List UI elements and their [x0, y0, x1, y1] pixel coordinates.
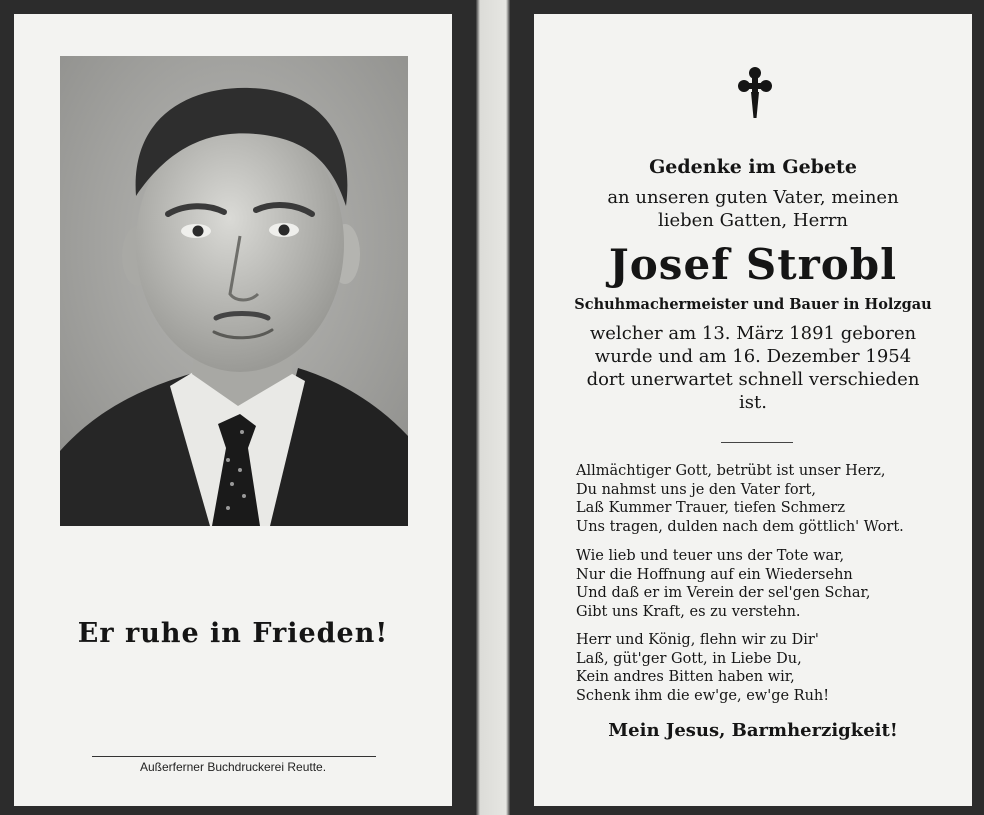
- poem-line: Und daß er im Verein der sel'gen Schar,: [576, 585, 871, 601]
- poem-stanza-1: [576, 462, 952, 536]
- bio-line: welcher am 13. März 1891 geboren: [589, 323, 917, 344]
- printer-divider: [92, 756, 376, 757]
- poem-line: Laß, güt'ger Gott, in Liebe Du,: [576, 650, 802, 667]
- poem-line: Kein andres Bitten haben wir,: [576, 669, 795, 685]
- poem-line: Wie lieb und teuer uns der Tote war,: [576, 548, 845, 564]
- closing-prayer: Mein Jesus, Barmherzigkeit!: [608, 720, 898, 741]
- poem-line: Du nahmst uns je den Vater fort,: [576, 481, 816, 498]
- bio-line: dort unerwartet schnell verschieden: [586, 369, 920, 390]
- poem-line: Uns tragen, dulden nach dem göttlich' Wort.: [576, 518, 904, 535]
- poem-line: Nur die Hoffnung auf ein Wiedersehn: [576, 566, 853, 583]
- poem-stanza-2: [576, 547, 952, 621]
- poem-stanza-3: [576, 631, 952, 705]
- printer-imprint: Außerferner Buchdruckerei Reutte.: [139, 760, 327, 774]
- life-dates-text: [558, 322, 948, 414]
- poem-line: Gibt uns Kraft, es zu verstehn.: [576, 603, 801, 620]
- bio-line: ist.: [739, 392, 767, 413]
- deceased-name: Josef Strobl: [608, 240, 898, 289]
- rest-in-peace-caption: Er ruhe in Frieden!: [77, 618, 389, 649]
- poem-line: Herr und König, flehn wir zu Dir': [576, 632, 819, 648]
- portrait-photo: [60, 56, 408, 526]
- section-divider: [721, 442, 793, 443]
- cross-icon: [737, 66, 773, 120]
- portrait-photo-drawing: [60, 56, 408, 526]
- poem-line: Allmächtiger Gott, betrübt ist unser Herz,: [576, 463, 886, 479]
- dedication-text: [558, 186, 948, 232]
- card-gutter: [476, 0, 510, 815]
- left-card: [14, 14, 452, 806]
- dedication-line: an unseren guten Vater, meinen: [607, 187, 899, 208]
- poem-line: Schenk ihm die ew'ge, ew'ge Ruh!: [576, 687, 830, 704]
- remembrance-header: Gedenke im Gebete: [649, 156, 857, 178]
- poem-line: Laß Kummer Trauer, tiefen Schmerz: [576, 500, 846, 516]
- right-card: [534, 14, 972, 806]
- dedication-line: lieben Gatten, Herrn: [657, 210, 849, 231]
- deceased-occupation: Schuhmachermeister und Bauer in Holzgau: [574, 296, 932, 313]
- bio-line: wurde und am 16. Dezember 1954: [594, 346, 912, 367]
